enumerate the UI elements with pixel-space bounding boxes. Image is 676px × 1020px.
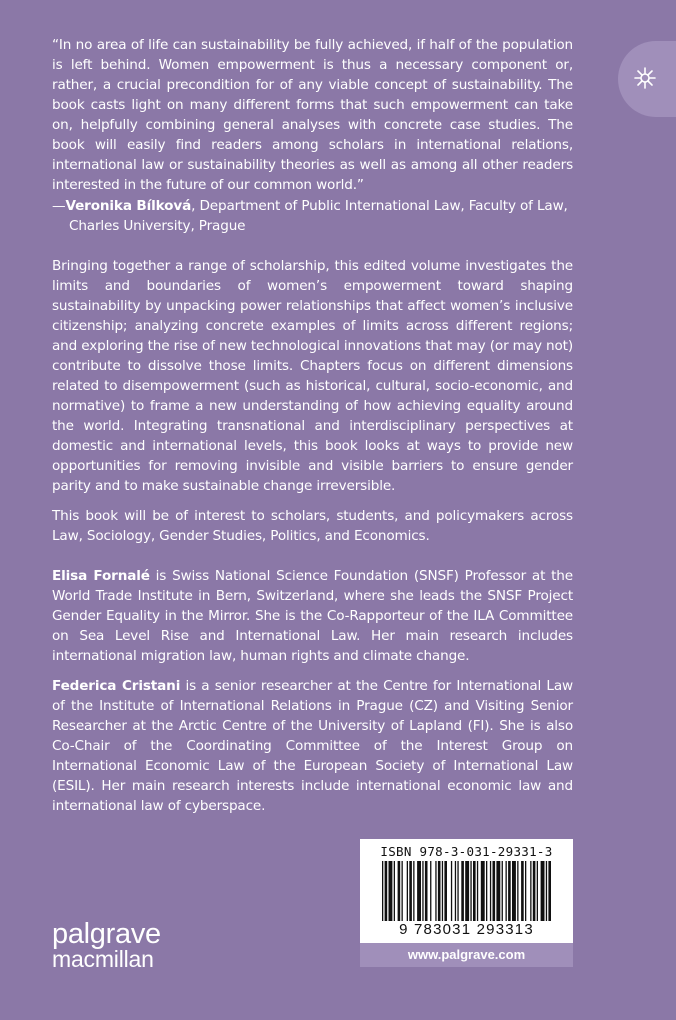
attribution-dash: — <box>52 198 66 214</box>
barcode-bar <box>409 861 412 921</box>
barcode-bar <box>417 861 421 921</box>
quote-text: “In no area of life can sustainability be fully achieved, if half of the population is left behind. Women empowerment is thus a necessary component or, rather, a crucial precondition for of any viable concept of sustainability. The book casts light on many different forms that such empowerment can take on, helpfully combining general analyses with concrete case studies. The book will easily find readers among scholars in international relations, international law or sustainability theories as well as among all other readers interested in the future of our common world.” <box>52 37 573 193</box>
editor-bio <box>52 566 573 666</box>
publisher-url: www.palgrave.com <box>360 943 573 967</box>
editor-bios <box>52 566 573 826</box>
attribution-affiliation-2: Charles University, Prague <box>69 218 246 234</box>
barcode-digits: 9 783031 293313 <box>399 921 534 938</box>
barcode-bar <box>490 861 491 921</box>
barcode-bar <box>496 861 500 921</box>
barcode-bar <box>506 861 507 921</box>
quote-attribution <box>52 196 573 236</box>
barcode-bar <box>407 861 408 921</box>
corner-tab <box>618 41 676 117</box>
barcode-bar <box>473 861 476 921</box>
barcode-bar <box>413 861 414 921</box>
barcode-bar <box>530 861 531 921</box>
springer-star-icon <box>632 65 658 91</box>
attribution-author: Veronika Bílková <box>65 198 192 214</box>
barcode-bar <box>444 861 447 921</box>
barcode-bar <box>477 861 478 921</box>
barcode-bar <box>537 861 538 921</box>
barcode-bar <box>435 861 436 921</box>
barcode-bar <box>385 861 388 921</box>
barcode-bar <box>546 861 547 921</box>
barcode-bar <box>382 861 383 921</box>
barcode-bar <box>525 861 526 921</box>
barcode-bar <box>425 861 428 921</box>
barcode-bar <box>442 861 443 921</box>
barcode-bar <box>502 861 503 921</box>
barcode-bar <box>533 861 536 921</box>
attribution-affiliation-1: , Department of Public International Law, Faculty of Law, <box>191 198 568 214</box>
description-paragraph-2: This book will be of interest to scholars, students, and policymakers across Law, Sociology, Gender Studies, Politics, and Economics. <box>52 508 573 544</box>
barcode-bar <box>398 861 401 921</box>
barcode-bar <box>394 861 395 921</box>
barcode-bar <box>438 861 441 921</box>
barcode-bar <box>486 861 487 921</box>
barcode-bar <box>430 861 431 921</box>
book-description <box>52 256 573 556</box>
barcode-image <box>380 861 553 923</box>
barcode-bar <box>457 861 458 921</box>
editor-name: Elisa Fornalé <box>52 568 150 584</box>
barcode-bar <box>455 861 456 921</box>
endorsement-quote <box>52 35 573 195</box>
barcode-bar <box>389 861 393 921</box>
isbn-barcode-box <box>360 839 573 967</box>
barcode-bar <box>461 861 464 921</box>
barcode-bar <box>512 861 516 921</box>
logo-line-2: macmillan <box>52 946 154 972</box>
editor-bio-text: is Swiss National Science Foundation (SNSF) Professor at the World Trade Institute in Bern, Switzerland, where she leads the SNSF Project Gender Equality in the Mirror. She is the Co-Rapporteur of the ILA Committee on Sea Level Rise and International Law. Her main research includes international migration law, human rights and climate change. <box>52 568 573 664</box>
isbn-label: ISBN 978-3-031-29331-3 <box>380 844 553 859</box>
editor-bio <box>52 676 573 816</box>
barcode-bar <box>493 861 496 921</box>
barcode-bar <box>481 861 485 921</box>
barcode-bar <box>451 861 452 921</box>
description-paragraph-1: Bringing together a range of scholarship, this edited volume investigates the limits and boundaries of women’s empowerment toward shaping sustainability by unpacking power relationships that affect women’s inclusive citizenship; analyzing concrete examples of limits across different regions; and exploring the rise of new technological innovations that may (or may not) contribute to dissolve those limits. Chapters focus on different dimensions related to disempowerment (such as historical, cultural, socio-economic, and normative) to frame a new understanding of how achieving equality around the world. Integrating transnational and interdisciplinary perspectives at domestic and international levels, this book looks at ways to provide new opportunities for removing invisible and visible barriers to ensure gender parity and to make sustainable change irreversible. <box>52 258 573 494</box>
barcode-bar <box>541 861 545 921</box>
barcode-bar <box>402 861 403 921</box>
editor-bio-text: is a senior researcher at the Centre for International Law of the Institute of International Relations in Prague (CZ) and Visiting Senior Researcher at the Arctic Centre of the University of Lapland (FI). She is also Co-Chair of the Coordinating Committee of the Interest Group on International Economic Law of the European Society of International Law (ESIL). Her main research interests include international economic law and international law of cyberspace. <box>52 678 574 814</box>
barcode-bar <box>517 861 518 921</box>
barcode-bar <box>521 861 524 921</box>
barcode-bar <box>470 861 471 921</box>
barcode-bar <box>465 861 469 921</box>
logo-line-1: palgrave <box>52 918 161 950</box>
barcode-bar <box>548 861 551 921</box>
barcode-bar <box>422 861 423 921</box>
barcode-bar <box>508 861 511 921</box>
publisher-logo <box>52 918 161 972</box>
editor-name: Federica Cristani <box>52 678 181 694</box>
